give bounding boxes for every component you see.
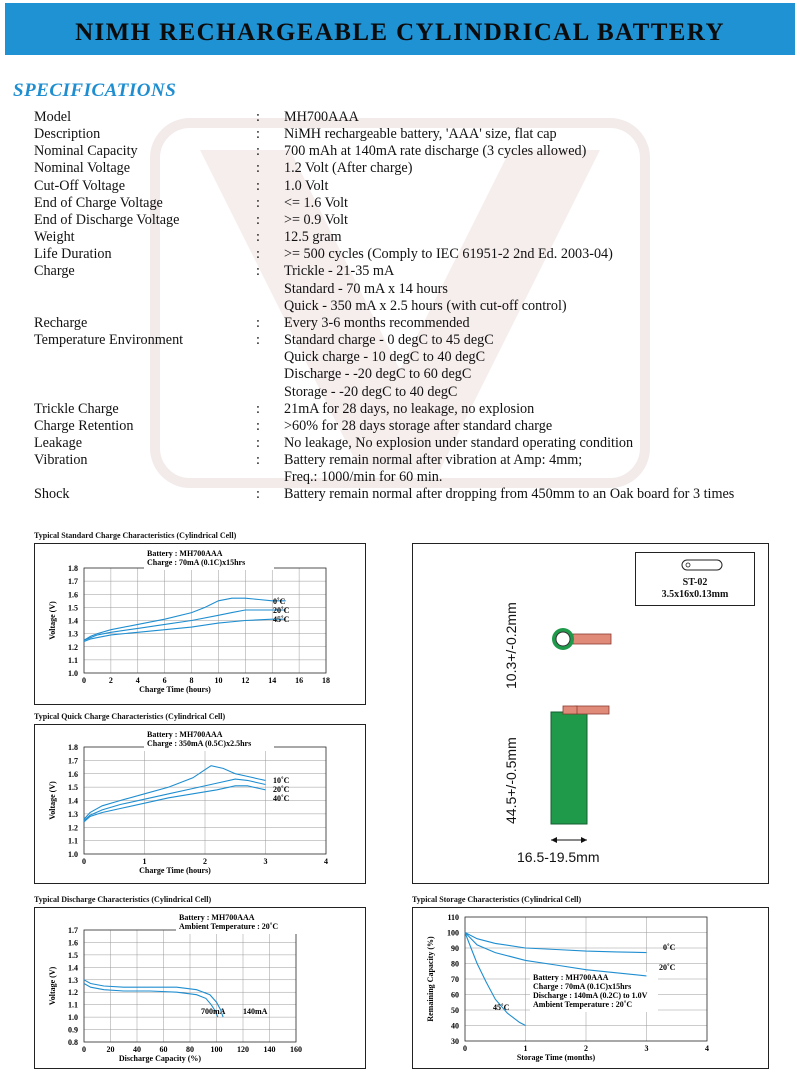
x-tick-label: 4 [135, 676, 140, 685]
y-tick-label: 1.4 [68, 796, 78, 806]
x-tick-label: 100 [210, 1045, 223, 1054]
y-tick-label: 1.3 [68, 809, 78, 819]
x-axis-label: Charge Time (hours) [139, 685, 211, 694]
spec-colon: : [256, 314, 260, 331]
x-tick-label: 4 [324, 857, 328, 866]
spec-label: Charge [34, 263, 75, 280]
x-tick-label: 2 [203, 857, 207, 866]
y-tick-label: 1.3 [68, 975, 78, 985]
spec-value: Battery remain normal after vibration at Amp: 4mm; [284, 452, 583, 469]
spec-colon: : [256, 263, 260, 280]
spec-colon: : [256, 332, 260, 349]
spec-value: No leakage, No explosion under standard operating condition [284, 434, 634, 451]
x-tick-label: 16 [295, 676, 304, 685]
page-title: NIMH RECHARGEABLE CYLINDRICAL BATTERY [75, 19, 725, 46]
spec-colon: : [256, 486, 260, 503]
y-tick-label: 1.7 [68, 577, 78, 587]
annotation-text: Battery : MH700AAA [533, 973, 609, 982]
quick-charge-chart-title: Typical Quick Charge Characteristics (Cylindrical Cell) [34, 712, 226, 721]
spec-colon: : [256, 211, 260, 228]
series-label: 140mA [243, 1007, 268, 1016]
x-axis-label: Discharge Capacity (%) [118, 1054, 202, 1063]
series-line [84, 984, 218, 1018]
x-tick-label: 8 [189, 676, 194, 685]
spec-value: >= 500 cycles (Comply to IEC 61951-2 2nd Ed. 2003-04) [284, 246, 613, 263]
discharge-chart-title: Typical Discharge Characteristics (Cylindrical Cell) [34, 895, 212, 904]
spec-label: Weight [34, 229, 75, 246]
series-label: 40˚C [273, 794, 290, 803]
y-tick-label: 80 [451, 959, 459, 969]
x-tick-label: 14 [268, 676, 277, 685]
x-tick-label: 80 [186, 1045, 194, 1054]
x-tick-label: 1 [142, 857, 147, 866]
y-axis-label: Voltage (V) [48, 966, 57, 1006]
spec-value: 12.5 gram [284, 229, 342, 246]
spec-colon: : [256, 400, 260, 417]
spec-colon: : [256, 143, 260, 160]
spec-label: End of Discharge Voltage [34, 211, 180, 228]
series-label: 700mA [201, 1007, 226, 1016]
x-axis-label: Storage Time (months) [516, 1053, 596, 1062]
battery-drawing [413, 544, 768, 883]
spec-row [34, 160, 764, 177]
annotation-text: Battery : MH700AAA [147, 549, 223, 558]
spec-label: Model [34, 109, 72, 125]
y-tick-label: 30 [451, 1037, 459, 1046]
storage-chart [413, 908, 768, 1068]
y-axis-label: Voltage (V) [48, 601, 57, 640]
battery-top-view [552, 628, 611, 650]
y-tick-label: 1.8 [68, 743, 78, 752]
y-tick-label: 1.4 [68, 963, 78, 973]
y-tick-label: 1.2 [68, 823, 78, 833]
y-tick-label: 1.0 [68, 669, 78, 678]
spec-label: Nominal Voltage [34, 160, 131, 177]
spec-colon: : [256, 160, 260, 177]
spec-label: Leakage [34, 434, 83, 451]
annotation-text: Discharge : 140mA (0.2C) to 1.0V [533, 991, 648, 1000]
spec-value: Every 3-6 months recommended [284, 314, 470, 331]
x-tick-label: 0 [463, 1044, 467, 1053]
spec-colon: : [256, 246, 260, 263]
spec-row [34, 452, 764, 486]
annotation-text: Charge : 70mA (0.1C)x15hrs [533, 982, 632, 991]
spec-colon: : [256, 229, 260, 246]
annotation-text: Charge : 350mA (0.5C)x2.5hrs [147, 739, 252, 748]
spec-row [34, 178, 764, 195]
x-tick-label: 4 [705, 1044, 709, 1053]
annotation-text: Ambient Temperature : 20˚C [533, 1000, 633, 1009]
spec-value: 21mA for 28 days, no leakage, no explosion [284, 400, 535, 417]
y-tick-label: 60 [451, 990, 459, 1000]
x-tick-label: 120 [237, 1045, 249, 1054]
spec-label: Description [34, 126, 101, 143]
spec-label: Shock [34, 486, 70, 503]
spec-row [34, 315, 764, 332]
spec-row [34, 195, 764, 212]
series-label: 10˚C [273, 776, 290, 785]
spec-value: Quick charge - 10 degC to 40 degC [284, 349, 486, 366]
x-tick-label: 3 [644, 1044, 649, 1053]
y-tick-label: 1.5 [68, 603, 78, 613]
spec-label: End of Charge Voltage [34, 194, 163, 211]
y-axis-label: Remaining Capacity (%) [426, 936, 435, 1022]
x-axis-label: Charge Time (hours) [139, 866, 211, 875]
series-line [465, 933, 647, 976]
y-tick-label: 1.1 [68, 1000, 78, 1010]
specifications-heading: SPECIFICATIONS [13, 80, 177, 101]
x-tick-label: 60 [159, 1045, 168, 1054]
spec-row [34, 212, 764, 229]
series-label: 20˚C [273, 606, 290, 615]
series-label: 0˚C [663, 943, 676, 952]
y-tick-label: 1.0 [68, 1013, 78, 1023]
spec-colon: : [256, 194, 260, 211]
x-tick-label: 18 [322, 676, 330, 685]
spec-value: Freq.: 1000/min for 60 min. [284, 469, 443, 486]
length-dimension: 44.5+/-0.5mm [503, 737, 519, 824]
x-tick-label: 0 [82, 1045, 86, 1054]
spec-value: Quick - 350 mA x 2.5 hours (with cut-off control) [284, 297, 567, 314]
storage-chart-title: Typical Storage Characteristics (Cylindrical Cell) [412, 895, 582, 904]
battery-side-view [551, 706, 609, 824]
y-tick-label: 0.9 [68, 1025, 78, 1035]
x-tick-label: 1 [523, 1044, 528, 1053]
y-tick-label: 1.5 [68, 783, 78, 793]
spec-colon: : [256, 177, 260, 194]
spec-value: >60% for 28 days storage after standard charge [284, 417, 553, 434]
spec-value: Discharge - -20 degC to 60 degC [284, 366, 472, 383]
spec-row [34, 418, 764, 435]
y-tick-label: 1.1 [68, 836, 78, 846]
spec-label: Charge Retention [34, 417, 134, 434]
y-tick-label: 1.6 [68, 590, 78, 600]
annotation-text: Ambient Temperature : 20˚C [179, 922, 279, 931]
spec-value: 1.2 Volt (After charge) [284, 160, 413, 177]
spec-row [34, 263, 764, 314]
series-label: 45˚C [493, 1003, 510, 1012]
x-tick-label: 0 [82, 857, 86, 866]
y-tick-label: 1.0 [68, 850, 78, 859]
storage-chart-panel [412, 907, 769, 1069]
spec-label: Nominal Capacity [34, 143, 138, 160]
series-label: 20˚C [273, 785, 290, 794]
x-tick-label: 2 [584, 1044, 588, 1053]
spec-colon: : [256, 434, 260, 451]
y-tick-label: 1.6 [68, 769, 78, 779]
x-tick-label: 0 [82, 676, 86, 685]
spec-row [34, 126, 764, 143]
y-axis-label: Voltage (V) [48, 781, 57, 820]
x-tick-label: 140 [263, 1045, 276, 1054]
spec-row [34, 143, 764, 160]
series-label: 0˚C [273, 597, 286, 606]
spec-label: Trickle Charge [34, 400, 119, 417]
y-tick-label: 50 [451, 1006, 459, 1015]
spec-label: Temperature Environment [34, 332, 184, 349]
diameter-dimension: 10.3+/-0.2mm [503, 602, 519, 689]
series-line [84, 786, 266, 822]
specifications-table [34, 109, 764, 504]
spec-value: Standard - 70 mA x 14 hours [284, 280, 448, 297]
spec-value: Battery remain normal after dropping from 450mm to an Oak board for 3 times [284, 486, 735, 503]
spec-label: Vibration [34, 452, 88, 469]
annotation-text: Battery : MH700AAA [147, 730, 223, 739]
y-tick-label: 1.4 [68, 616, 78, 626]
annotation-text: Charge : 70mA (0.1C)x15hrs [147, 558, 246, 567]
spec-label: Recharge [34, 314, 88, 331]
y-tick-label: 40 [451, 1021, 459, 1031]
spec-row [34, 246, 764, 263]
y-tick-label: 100 [447, 928, 459, 938]
spec-row [34, 486, 764, 503]
y-tick-label: 70 [451, 975, 459, 984]
x-tick-label: 12 [241, 676, 250, 685]
spec-value: MH700AAA [284, 109, 359, 125]
x-tick-label: 20 [106, 1045, 115, 1054]
spec-value: Standard charge - 0 degC to 45 degC [284, 332, 494, 349]
discharge-chart-panel [34, 907, 366, 1069]
tab-size: 3.5x16x0.13mm [661, 589, 729, 600]
x-tick-label: 10 [214, 676, 223, 685]
y-tick-label: 1.2 [68, 988, 78, 998]
quick-charge-chart-panel [34, 724, 366, 884]
spec-colon: : [256, 452, 260, 469]
y-tick-label: 1.7 [68, 756, 78, 766]
spec-row [34, 229, 764, 246]
x-tick-label: 3 [263, 857, 268, 866]
series-label: 45˚C [273, 615, 290, 624]
spec-value: Trickle - 21-35 mA [284, 263, 395, 280]
width-dimension: 16.5-19.5mm [517, 849, 600, 865]
spec-value: 1.0 Volt [284, 177, 329, 194]
y-tick-label: 0.8 [68, 1038, 78, 1047]
quick-charge-chart [35, 725, 365, 883]
x-tick-label: 6 [162, 676, 167, 685]
y-tick-label: 110 [447, 913, 459, 922]
standard-charge-chart-panel [34, 543, 366, 705]
width-dimension-arrow [551, 837, 587, 843]
y-tick-label: 1.6 [68, 938, 78, 948]
y-tick-label: 1.7 [68, 926, 78, 935]
spec-row [34, 401, 764, 418]
spec-value: Storage - -20 degC to 40 degC [284, 383, 458, 400]
series-line [84, 598, 286, 640]
x-tick-label: 2 [108, 676, 113, 685]
y-tick-label: 1.3 [68, 629, 78, 639]
spec-label: Cut-Off Voltage [34, 177, 126, 194]
spec-value: <= 1.6 Volt [284, 194, 348, 211]
annotation-text: Battery : MH700AAA [179, 913, 255, 922]
spec-label: Life Duration [34, 246, 112, 263]
spec-row [34, 109, 764, 126]
spec-row [34, 435, 764, 452]
standard-charge-chart [35, 544, 365, 704]
standard-charge-chart-title: Typical Standard Charge Characteristics (Cylindrical Cell) [34, 531, 237, 540]
battery-drawing-panel [412, 543, 769, 884]
series-line [465, 933, 647, 953]
y-tick-label: 90 [451, 944, 459, 953]
spec-value: >= 0.9 Volt [284, 211, 348, 228]
title-banner [5, 3, 795, 55]
y-tick-label: 1.8 [68, 564, 78, 573]
tab-code: ST-02 [682, 577, 708, 588]
spec-colon: : [256, 417, 260, 434]
spec-row [34, 332, 764, 401]
x-tick-label: 40 [133, 1045, 141, 1054]
spec-value: NiMH rechargeable battery, 'AAA' size, flat cap [284, 126, 557, 143]
y-tick-label: 1.5 [68, 950, 78, 960]
y-tick-label: 1.2 [68, 642, 78, 652]
y-tick-label: 1.1 [68, 655, 78, 665]
spec-value: 700 mAh at 140mA rate discharge (3 cycles allowed) [284, 143, 587, 160]
x-tick-label: 160 [290, 1045, 302, 1054]
spec-colon: : [256, 126, 260, 143]
spec-colon: : [256, 109, 260, 125]
discharge-chart [35, 908, 365, 1068]
series-line [84, 619, 286, 641]
series-label: 20˚C [659, 963, 676, 972]
